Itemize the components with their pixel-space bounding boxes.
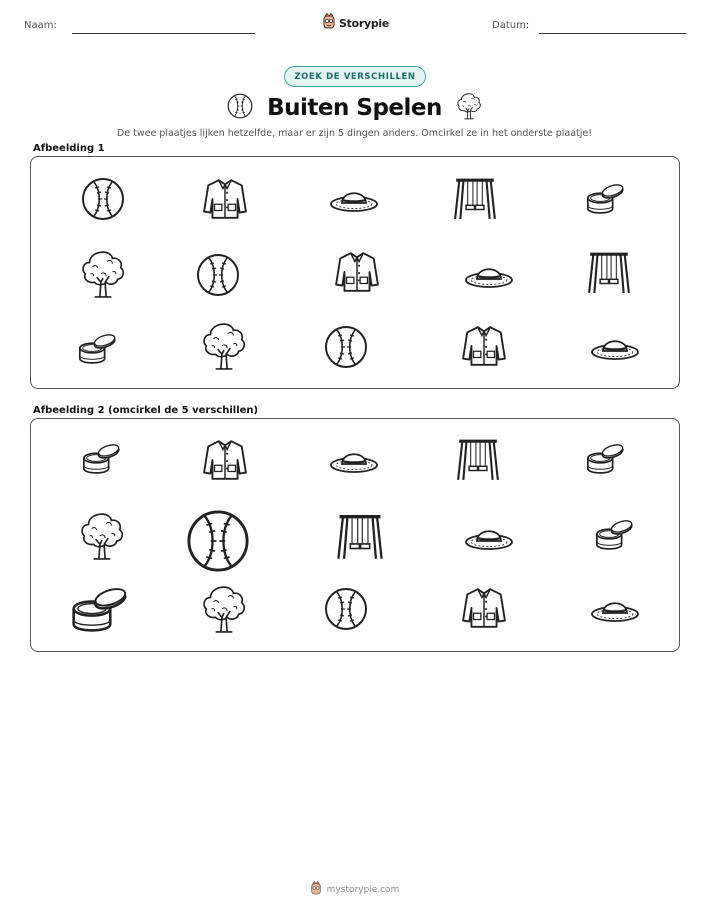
jacket-icon	[202, 437, 248, 483]
baseball-icon	[185, 508, 251, 574]
picture2-panel[interactable]	[30, 418, 680, 652]
jar-icon	[79, 439, 123, 479]
jacket-icon	[461, 323, 507, 369]
date-line[interactable]	[539, 33, 686, 34]
jar-icon	[583, 179, 627, 219]
tree-icon	[78, 511, 126, 561]
hat-icon	[329, 182, 379, 216]
baseball-icon	[195, 252, 241, 298]
baseball-icon	[323, 324, 369, 370]
category-badge: ZOEK DE VERSCHILLEN	[284, 66, 426, 87]
tree-icon	[456, 92, 482, 124]
baseball-icon	[323, 586, 369, 632]
picture2-label: Afbeelding 2 (omcirkel de 5 verschillen)	[33, 405, 259, 416]
brand-name: Storypie	[339, 16, 390, 30]
jar-icon	[66, 582, 132, 638]
title-row	[0, 92, 709, 124]
tree-icon	[200, 584, 248, 634]
swing-icon	[335, 511, 385, 561]
picture1-label: Afbeelding 1	[33, 143, 105, 154]
baseball-icon	[80, 176, 126, 222]
tree-icon	[200, 321, 248, 371]
page-title: Buiten Spelen	[267, 95, 442, 121]
name-label: Naam:	[24, 20, 57, 31]
swing-icon	[586, 247, 632, 297]
jar-icon	[583, 439, 627, 479]
storypie-mascot-icon	[322, 13, 336, 33]
jacket-icon	[202, 176, 248, 222]
jacket-icon	[461, 585, 507, 631]
hat-icon	[464, 520, 514, 554]
picture1-panel	[30, 156, 680, 389]
hat-icon	[590, 592, 640, 626]
date-label: Datum:	[492, 20, 530, 31]
instruction-text: De twee plaatjes lijken hetzelfde, maar er zijn 5 dingen anders. Omcirkel ze in het onderste plaatje!	[116, 128, 593, 139]
swing-icon	[455, 436, 501, 482]
footer	[0, 880, 709, 899]
jacket-icon	[334, 249, 380, 295]
hat-icon	[329, 443, 379, 477]
hat-icon	[590, 330, 640, 364]
storypie-mascot-icon	[310, 880, 322, 899]
tree-icon	[79, 249, 127, 299]
jar-icon	[592, 515, 636, 555]
jar-icon	[75, 329, 119, 369]
baseball-icon	[227, 93, 253, 123]
hat-icon	[464, 258, 514, 292]
name-line[interactable]	[72, 33, 255, 34]
swing-icon	[452, 175, 498, 221]
footer-url: mystorypie.com	[326, 884, 400, 895]
storypie-logo	[322, 13, 389, 33]
